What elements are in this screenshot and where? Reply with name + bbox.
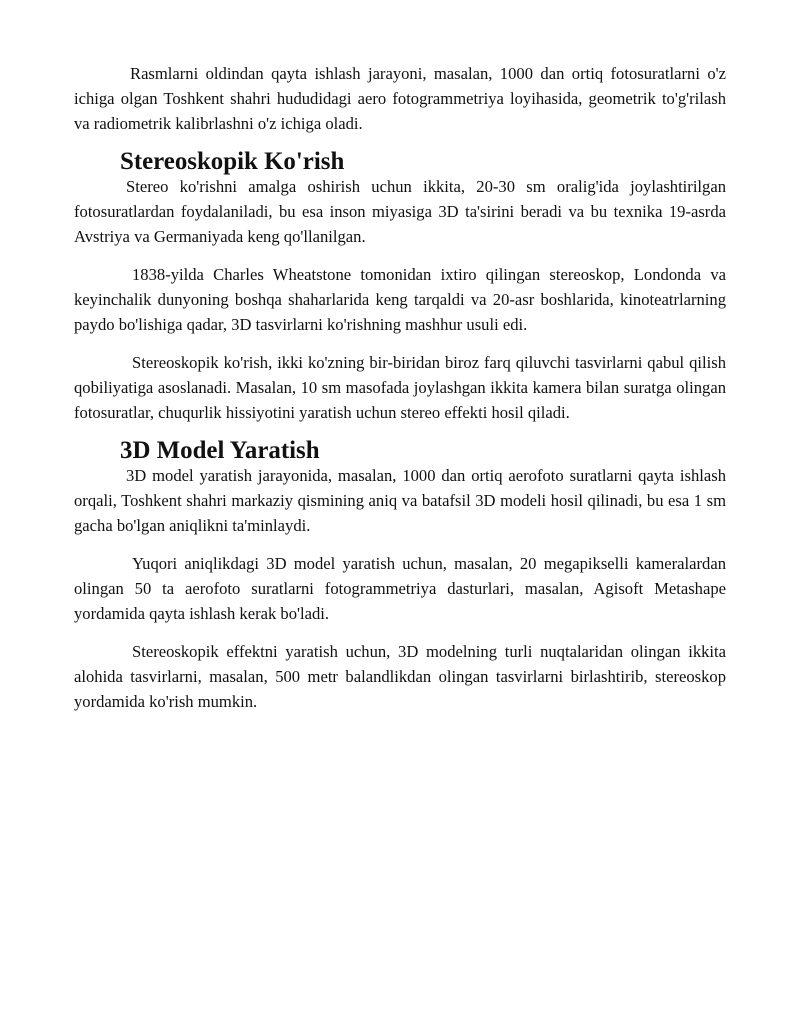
section-heading-stereoskopik: Stereoskopik Ko'rish — [120, 148, 345, 175]
paragraph-model-2: Yuqori aniqlikdagi 3D model yaratish uchun, masalan, 20 megapikselli kameralardan olingan 50 ta aerofoto suratlarni fotogrammetriya dasturlari, masalan, Agisoft Metashape yordamida qayta ishlash kerak bo'ladi. — [74, 554, 726, 623]
paragraph-model-1: 3D model yaratish jarayonida, masalan, 1000 dan ortiq aerofoto suratlarni qayta ishlash orqali, Toshkent shahri markaziy qismining aniq va batafsil 3D modeli hosil qilinadi, bu esa 1 sm gacha bo'lgan aniqlikni ta'minlaydi. — [74, 466, 726, 535]
paragraph-stereo-3: Stereoskopik ko'rish, ikki ko'zning bir-biridan biroz farq qiluvchi tasvirlarni qabul qilish qobiliyatiga asoslanadi. Masalan, 10 sm masofada joylashgan ikkita kamera bilan suratga olingan fotosuratlar, chuqurlik hissiyotini yaratish uchun stereo effekti hosil qiladi. — [74, 353, 726, 422]
paragraph-stereo-1: Stereo ko'rishni amalga oshirish uchun ikkita, 20-30 sm oralig'ida joylashtirilgan fotosuratlardan foydalaniladi, bu esa inson miyasiga 3D ta'sirini beradi va bu texnika 19-asrda Avstriya va Germaniyada keng qo'llanilgan. — [74, 177, 726, 246]
section-heading-3d-model: 3D Model Yaratish — [120, 437, 320, 464]
document-body — [74, 61, 726, 714]
intro-paragraph: Rasmlarni oldindan qayta ishlash jarayoni, masalan, 1000 dan ortiq fotosuratlarni o'z ichiga olgan Toshkent shahri hududidagi aero fotogrammetriya loyihasida, geometrik to'g'rilash va radiometrik kalibrlashni o'z ichiga oladi. — [74, 64, 726, 133]
paragraph-model-3: Stereoskopik effektni yaratish uchun, 3D modelning turli nuqtalaridan olingan ikkita alohida tasvirlarni, masalan, 500 metr balandlikdan olingan tasvirlarni birlashtirib, stereoskop yordamida ko'rish mumkin. — [74, 642, 726, 711]
paragraph-stereo-2: 1838-yilda Charles Wheatstone tomonidan ixtiro qilingan stereoskop, Londonda va keyinchalik dunyoning boshqa shaharlarida keng tarqaldi va 20-asr boshlarida, kinoteatrlarning paydo bo'lishiga qadar, 3D tasvirlarni ko'rishning mashhur usuli edi. — [74, 265, 726, 334]
